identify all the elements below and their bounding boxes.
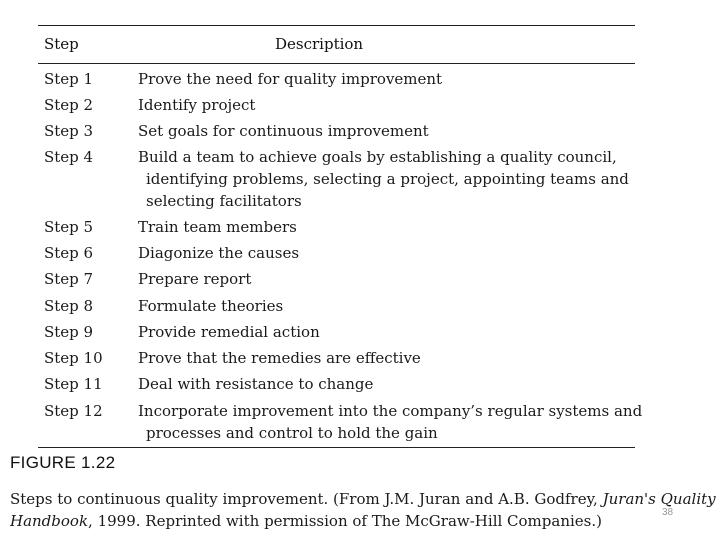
caption-text-1: Steps to continuous quality improvement. (From J.M. Juran and A.B. Godfrey, [10,490,603,508]
column-header-description: Description [275,35,364,53]
step-number: Step 11 [44,375,103,393]
step-description [138,373,373,395]
caption-text-2: , 1999. Reprinted with permission of The McGraw-Hill Companies.) [88,512,602,530]
step-number: Step 12 [44,402,103,420]
table-bottom-rule [38,447,635,448]
step-description-line: identifying problems, selecting a project, appointing teams and [146,170,629,188]
column-header-step: Step [44,35,79,53]
step-number: Step 7 [44,270,94,288]
step-number: Step 6 [44,244,94,262]
step-description [138,321,320,343]
step-number: Step 5 [44,218,94,236]
step-number: Step 1 [44,70,94,88]
step-description [138,120,429,142]
figure-caption [10,488,716,532]
step-description [138,295,283,317]
step-description [138,68,442,90]
step-number: Step 4 [44,148,94,166]
step-description [138,216,297,238]
step-description [138,268,251,290]
step-number: Step 8 [44,297,94,315]
step-description-line: Prepare report [138,270,252,288]
step-description-line: Prove that the remedies are effective [138,349,421,367]
step-description-line: selecting facilitators [146,192,302,210]
caption-line-2 [10,510,690,532]
step-description-line: Identify project [138,96,256,114]
step-description-line: Provide remedial action [138,323,320,341]
step-description-line: Diagonize the causes [138,244,300,262]
step-description [138,146,629,212]
step-description-line: Set goals for continuous improvement [138,122,429,140]
page-number: 38 [662,507,674,518]
step-description [138,94,255,116]
step-description-line: Formulate theories [138,297,284,315]
step-description-line: Build a team to achieve goals by establishing a quality council, [138,148,617,166]
step-description-line: Incorporate improvement into the company’s regular systems and [138,402,643,420]
step-number: Step 10 [44,349,103,367]
step-description [138,242,299,264]
step-description [138,347,421,369]
caption-line-1 [10,488,716,510]
caption-italic-2: Handbook [10,512,89,530]
step-number: Step 3 [44,122,94,140]
step-description [138,400,642,444]
step-description-line: Prove the need for quality improvement [138,70,443,88]
caption-italic-1: Juran's Quality [602,490,716,508]
step-number: Step 2 [44,96,94,114]
step-description-line: processes and control to hold the gain [146,424,438,442]
step-number: Step 9 [44,323,94,341]
step-description-line: Train team members [138,218,297,236]
step-description-line: Deal with resistance to change [138,375,374,393]
figure-label: FIGURE 1.22 [10,453,116,472]
